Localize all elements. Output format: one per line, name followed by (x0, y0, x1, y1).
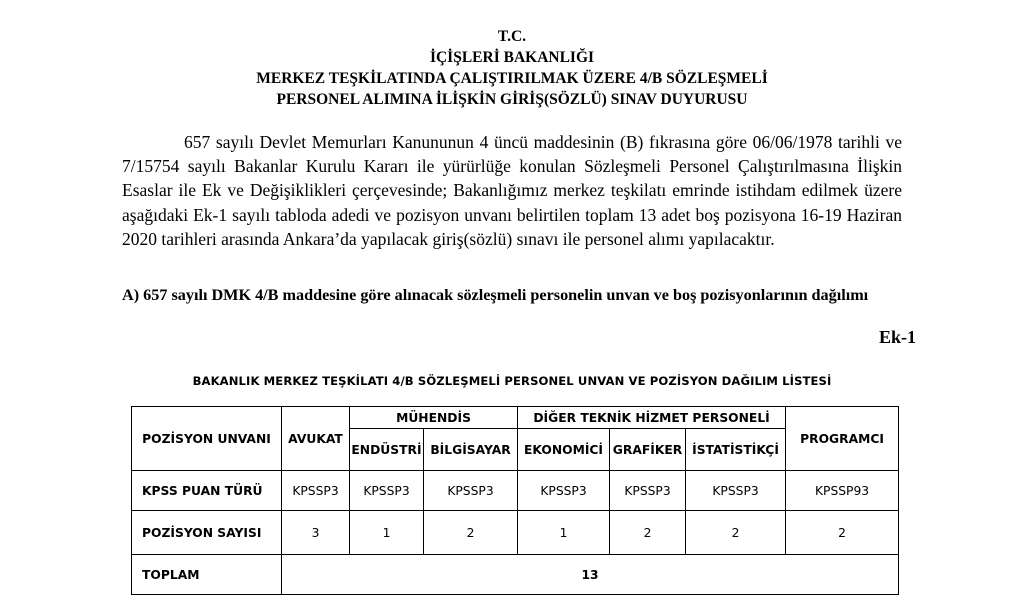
section-a-heading: A) 657 sayılı DMK 4/B maddesine göre alınacak sözleşmeli personelin unvan ve boş pozisyonlarının dağılımı (122, 286, 869, 304)
table-cell: KPSSP3 (282, 471, 350, 511)
header-line-title-1: MERKEZ TEŞKİLATINDA ÇALIŞTIRILMAK ÜZERE 4/B SÖZLEŞMELİ (256, 70, 768, 87)
table-row-count (132, 511, 899, 555)
table-cell: 3 (282, 511, 350, 555)
document-header (0, 26, 1024, 110)
table-cell: KPSSP3 (610, 471, 686, 511)
row-label-total: TOPLAM (132, 555, 282, 595)
position-distribution-table (131, 406, 899, 595)
table-cell: KPSSP3 (686, 471, 786, 511)
header-group-muhendis: MÜHENDİS (350, 407, 518, 429)
header-position-title: POZİSYON UNVANI (132, 407, 282, 471)
table-cell: 2 (424, 511, 518, 555)
row-label-kpss: KPSS PUAN TÜRÜ (132, 471, 282, 511)
table-row-kpss (132, 471, 899, 511)
header-istatistikci: İSTATİSTİKÇİ (686, 429, 786, 471)
table-cell: KPSSP3 (424, 471, 518, 511)
table-cell: 2 (786, 511, 899, 555)
header-endustri: ENDÜSTRİ (350, 429, 424, 471)
table-cell: KPSSP93 (786, 471, 899, 511)
table-cell: 2 (686, 511, 786, 555)
table-cell: 1 (350, 511, 424, 555)
header-line-ministry: İÇİŞLERİ BAKANLIĞI (429, 49, 595, 66)
row-label-count: POZİSYON SAYISI (132, 511, 282, 555)
table-header-row-1 (132, 407, 899, 429)
intro-paragraph: 657 sayılı Devlet Memurları Kanununun 4 üncü maddesinin (B) fıkrasına göre 06/06/1978 tarihli ve 7/15754 sayılı Bakanlar Kurulu Kararı ile yürürlüğe konulan Sözleşmeli Personel Çalıştırılmasına İlişkin Esaslar ile Ek ve Değişiklikleri çerçevesinde; Bakanlığımız merkez teşkilatı emrinde istihdam edilmek üzere aşağıdaki Ek-1 sayılı tabloda adedi ve pozisyon unvanı belirtilen toplam 13 adet boş pozisyona 16-19 Haziran 2020 tarihleri arasında Ankara’da yapılacak giriş(sözlü) sınavı ile personel alımı yapılacaktır. (122, 132, 902, 249)
table-cell: 1 (518, 511, 610, 555)
annex-label: Ek-1 (878, 327, 916, 347)
header-ekonomici: EKONOMİCİ (518, 429, 610, 471)
header-group-diger: DİĞER TEKNİK HİZMET PERSONELİ (518, 407, 786, 429)
header-line-tc: T.C. (497, 28, 527, 45)
table-row-total (132, 555, 899, 595)
table-cell: KPSSP3 (518, 471, 610, 511)
header-avukat: AVUKAT (282, 407, 350, 471)
header-grafiker: GRAFİKER (610, 429, 686, 471)
total-value: 13 (282, 555, 899, 595)
table-cell: 2 (610, 511, 686, 555)
table-title: BAKANLIK MERKEZ TEŞKİLATI 4/B SÖZLEŞMELİ PERSONEL UNVAN VE POZİSYON DAĞILIM LİSTESİ (192, 374, 832, 388)
header-programci: PROGRAMCI (786, 407, 899, 471)
table-cell: KPSSP3 (350, 471, 424, 511)
header-bilgisayar: BİLGİSAYAR (424, 429, 518, 471)
header-line-title-2: PERSONEL ALIMINA İLİŞKİN GİRİŞ(SÖZLÜ) SINAV DUYURUSU (276, 91, 748, 108)
